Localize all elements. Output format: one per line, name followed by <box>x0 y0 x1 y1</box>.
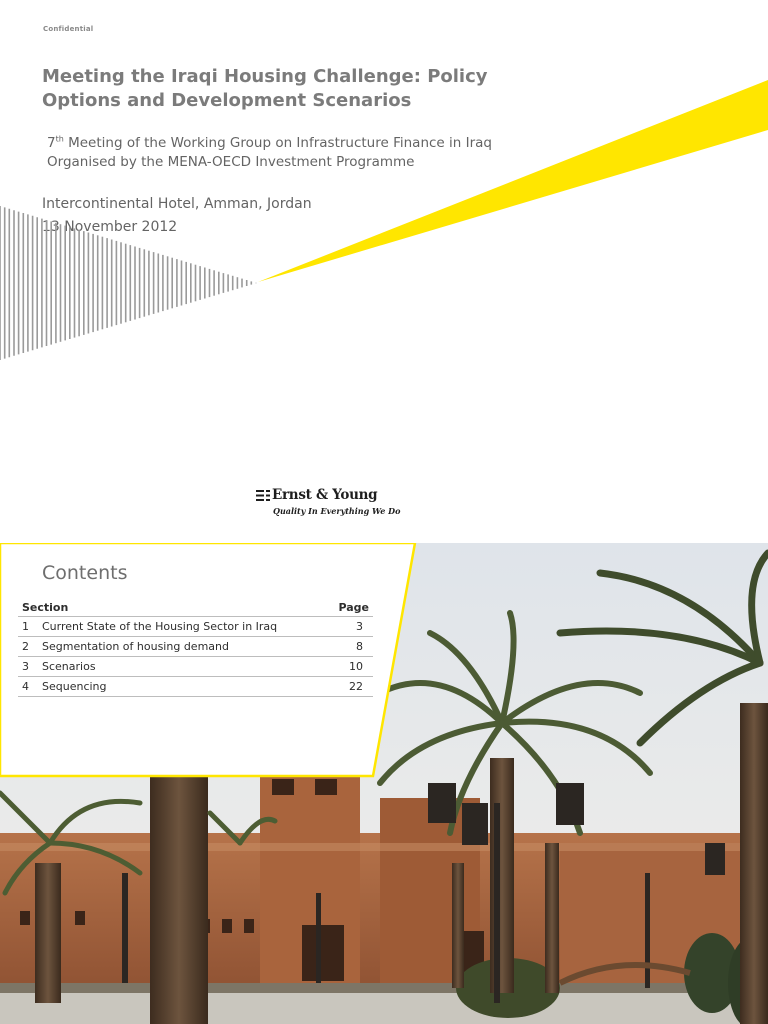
section-page: 8 <box>356 640 363 653</box>
meeting-ordinal-suffix: th <box>55 134 64 144</box>
section-page: 3 <box>356 620 363 633</box>
ey-logo <box>256 487 401 521</box>
section-title: Current State of the Housing Sector in Iraq <box>42 620 278 633</box>
section-number: 4 <box>22 680 29 693</box>
contents-table <box>18 598 373 697</box>
section-number: 1 <box>22 620 29 633</box>
table-row[interactable] <box>18 636 373 656</box>
table-row[interactable] <box>18 656 373 676</box>
section-title: Scenarios <box>42 660 96 673</box>
section-page: 10 <box>349 660 363 673</box>
table-row[interactable] <box>18 676 373 697</box>
section-column-header: Section <box>22 600 69 614</box>
document-title: Meeting the Iraqi Housing Challenge: Policy Options and Development Scenarios <box>42 66 488 111</box>
organiser-line: Organised by the MENA-OECD Investment Programme <box>47 154 415 170</box>
confidential-label: Confidential <box>43 25 94 33</box>
venue-text: Intercontinental Hotel, Amman, Jordan <box>42 196 312 212</box>
section-number: 2 <box>22 640 29 653</box>
page-column-header: Page <box>338 600 369 614</box>
meeting-line-text: Meeting of the Working Group on Infrastructure Finance in Iraq <box>63 135 493 151</box>
grey-stripes <box>0 206 256 360</box>
table-row[interactable] <box>18 616 373 636</box>
section-title: Sequencing <box>42 680 107 693</box>
ey-logo-name: Ernst & Young <box>272 487 378 503</box>
contents-table-header <box>18 598 373 616</box>
meeting-ordinal: 7 <box>47 135 56 151</box>
section-number: 3 <box>22 660 29 673</box>
date-text: 13 November 2012 <box>42 219 178 235</box>
ey-logo-bars-icon <box>256 490 270 501</box>
section-title: Segmentation of housing demand <box>42 640 229 653</box>
section-page: 22 <box>349 680 363 693</box>
yellow-beam <box>258 80 768 282</box>
ey-logo-tagline: Quality In Everything We Do <box>273 506 401 516</box>
contents-title: Contents <box>42 562 128 584</box>
ey-beam-graphic <box>0 75 768 390</box>
